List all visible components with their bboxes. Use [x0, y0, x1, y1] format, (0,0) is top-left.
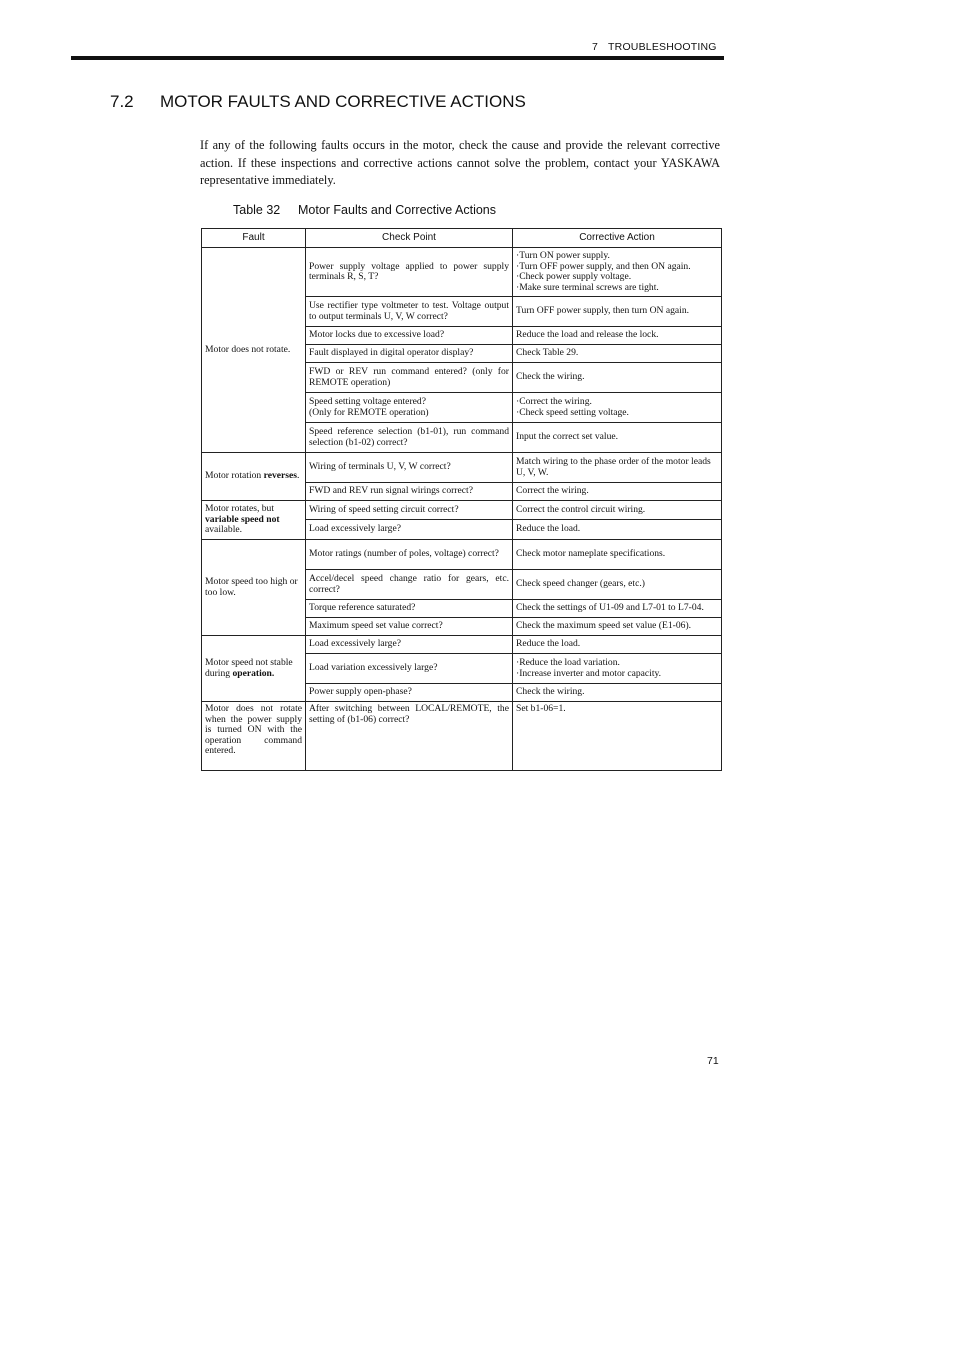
check-point-cell: Torque reference saturated? [306, 600, 513, 618]
table-body [202, 248, 722, 771]
column-header-fault: Fault [202, 229, 306, 248]
corrective-action-cell [513, 327, 722, 345]
section-number: 7.2 [110, 92, 134, 111]
fault-cell: Motor does not rotate. [202, 248, 306, 453]
check-point-cell: Fault displayed in digital operator display? [306, 345, 513, 363]
fault-cell [202, 453, 306, 501]
corrective-action-line: Reduce the load. [516, 638, 581, 650]
corrective-action-line: ·Increase inverter and motor capacity. [516, 667, 662, 679]
check-point-cell: After switching between LOCAL/REMOTE, the setting of (b1-06) correct? [306, 702, 513, 771]
check-point-cell: Accel/decel speed change ratio for gears, etc. correct? [306, 570, 513, 600]
section-heading: MOTOR FAULTS AND CORRECTIVE ACTIONS [160, 92, 526, 111]
running-head [592, 41, 717, 53]
corrective-action-cell [513, 423, 722, 453]
corrective-action-line: Input the correct set value. [516, 431, 619, 443]
corrective-action-cell [513, 483, 722, 501]
page-number: 71 [707, 1055, 719, 1067]
corrective-action-cell [513, 453, 722, 483]
corrective-action-line: Check the wiring. [516, 686, 585, 698]
corrective-action-cell [513, 570, 722, 600]
corrective-action-line: Check the wiring. [516, 371, 585, 383]
corrective-action-line: Check the settings of U1-09 and L7-01 to L7-04. [516, 602, 704, 614]
fault-text: available. [205, 524, 243, 536]
corrective-action-line: Reduce the load and release the lock. [516, 329, 659, 341]
table-row [202, 540, 722, 570]
corrective-action-cell [513, 702, 722, 771]
corrective-action-line: ·Check power supply voltage. [516, 271, 632, 282]
corrective-action-line: Check Table 29. [516, 347, 579, 359]
column-header-corrective-action: Corrective Action [513, 229, 722, 248]
check-point-cell: Maximum speed set value correct? [306, 618, 513, 636]
chapter-number: 7 [592, 41, 599, 53]
check-point-cell: Speed reference selection (b1-01), run command selection (b1-02) correct? [306, 423, 513, 453]
check-point-cell: Motor ratings (number of poles, voltage) correct? [306, 540, 513, 570]
check-point-cell: Motor locks due to excessive load? [306, 327, 513, 345]
column-header-check-point: Check Point [306, 229, 513, 248]
corrective-action-cell [513, 393, 722, 423]
corrective-action-line: ·Reduce the load variation. [516, 657, 620, 668]
fault-cell: Motor does not rotate when the power supply is turned ON with the operation command entered. [202, 702, 306, 771]
motor-faults-table [201, 228, 722, 771]
fault-emphasis: reverses [263, 470, 298, 482]
corrective-action-line: Turn OFF power supply, then turn ON again. [516, 305, 690, 317]
fault-emphasis: operation. [232, 667, 275, 679]
table-caption-number: Table 32 [233, 203, 281, 217]
corrective-action-cell [513, 600, 722, 618]
fault-cell [202, 636, 306, 702]
check-point-cell: Load variation excessively large? [306, 654, 513, 684]
corrective-action-cell [513, 618, 722, 636]
corrective-action-line: ·Correct the wiring. [516, 396, 592, 407]
chapter-title: TROUBLESHOOTING [608, 41, 717, 53]
check-point-cell: Wiring of terminals U, V, W correct? [306, 453, 513, 483]
check-point-cell: Use rectifier type voltmeter to test. Voltage output to output terminals U, V, W correct? [306, 297, 513, 327]
check-point-cell: Power supply open-phase? [306, 684, 513, 702]
corrective-action-line: ·Make sure terminal screws are tight. [516, 281, 659, 293]
corrective-action-line: Check speed changer (gears, etc.) [516, 578, 645, 590]
fault-emphasis: variable speed not [205, 513, 280, 525]
corrective-action-cell [513, 345, 722, 363]
fault-text: Motor rotates, but [205, 503, 275, 515]
corrective-action-line: ·Turn ON power supply. [516, 250, 610, 261]
check-point-cell: Speed setting voltage entered? (Only for REMOTE operation) [306, 393, 513, 423]
corrective-action-cell [513, 501, 722, 520]
corrective-action-line: Match wiring to the phase order of the motor leads U, V, W. [516, 456, 711, 478]
check-point-cell: Power supply voltage applied to power supply terminals R, S, T? [306, 248, 513, 297]
corrective-action-line: Correct the wiring. [516, 485, 589, 497]
corrective-action-line: Correct the control circuit wiring. [516, 503, 646, 515]
corrective-action-cell [513, 636, 722, 654]
table-row [202, 636, 722, 654]
table-row [202, 501, 722, 520]
corrective-action-cell [513, 248, 722, 297]
table-row [202, 453, 722, 483]
check-point-cell: FWD or REV run command entered? (only for REMOTE operation) [306, 363, 513, 393]
header-rule [71, 56, 724, 60]
section-title [110, 92, 526, 112]
fault-text: . [297, 470, 300, 482]
table-row [202, 702, 722, 771]
intro-paragraph: If any of the following faults occurs in the motor, check the cause and provide the relevant corrective action. If these inspections and corrective actions cannot solve the problem, contact your YASKAWA representative immediately. [200, 138, 720, 187]
corrective-action-cell [513, 297, 722, 327]
fault-text: Motor rotation [205, 470, 264, 482]
table-row [202, 248, 722, 297]
corrective-action-line: Check motor nameplate specifications. [516, 548, 666, 560]
corrective-action-cell [513, 684, 722, 702]
corrective-action-cell [513, 540, 722, 570]
corrective-action-line: ·Check speed setting voltage. [516, 406, 629, 418]
fault-text: Motor speed not stable during [205, 657, 293, 679]
corrective-action-line: Reduce the load. [516, 523, 581, 535]
table-caption-title: Motor Faults and Corrective Actions [298, 203, 496, 217]
corrective-action-line: ·Turn OFF power supply, and then ON again. [516, 260, 691, 272]
check-point-cell: Load excessively large? [306, 520, 513, 540]
corrective-action-cell [513, 363, 722, 393]
check-point-cell: Wiring of speed setting circuit correct? [306, 501, 513, 520]
table-caption [233, 203, 496, 217]
corrective-action-cell [513, 520, 722, 540]
corrective-action-cell [513, 654, 722, 684]
check-point-cell: FWD and REV run signal wirings correct? [306, 483, 513, 501]
table-header-row [202, 229, 722, 248]
corrective-action-line: Check the maximum speed set value (E1-06). [516, 620, 692, 632]
fault-cell: Motor speed too high or too low. [202, 540, 306, 636]
fault-cell [202, 501, 306, 540]
check-point-cell: Load excessively large? [306, 636, 513, 654]
corrective-action-line: Set b1-06=1. [516, 703, 566, 714]
